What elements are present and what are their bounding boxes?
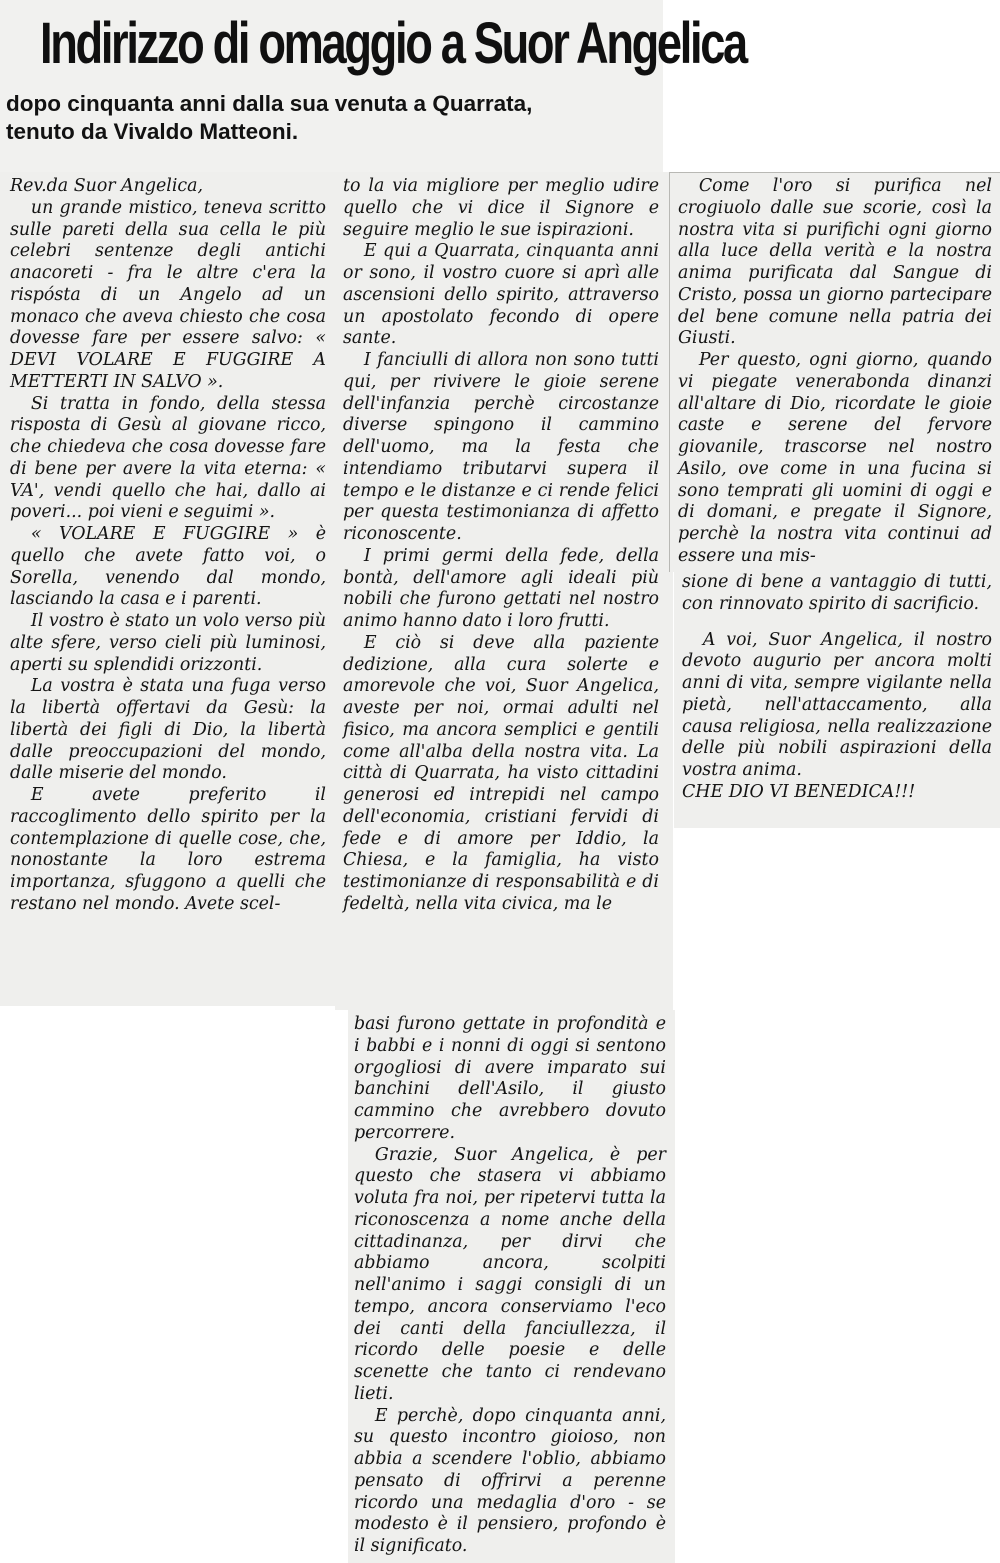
paragraph-continued: basi furono gettate in profondità e i babbi e i nonni di oggi si sentono orgogliosi di avere imparato sui banchini dell'Asilo, il giusto cammino che avrebbero dovuto percorrere. [354,1014,666,1143]
salutation: Rev.da Suor Angelica, [10,176,204,196]
subheadline-line-1: dopo cinquanta anni dalla sua venuta a Quarrata, [6,91,533,116]
closing-blessing: CHE DIO VI BENEDICA!!! [682,781,916,802]
paragraph: I fanciulli di allora non sono tutti qui, per rivivere le gioie serene dell'infanzia perchè circostanze diverse spingono il cammino dell'uomo, ma la festa che intendiamo tributarvi supera il tempo e le distanze e ci rende felici per questa testimonianza di affetto riconoscente. [343,350,659,544]
subheadline-line-2: tenuto da Vivaldo Matteoni. [6,119,299,144]
column-2-top [343,176,659,916]
column-1 [10,176,326,916]
paragraph: I primi germi della fede, della bontà, dell'amore agli ideali più nobili che furono gettati nel nostro animo hanno dato i loro frutti. [343,545,659,631]
column-2-bottom [354,1014,666,1558]
paragraph: Grazie, Suor Angelica, è per questo che stasera vi abbiamo voluta fra noi, per ripetervi tutta la riconoscenza a nome anche della cittadinanza, per dirvi che abbiamo ancora, scolpiti nell'animo i saggi consigli di un tempo, ancora conserviamo l'eco dei canti della fanciullezza, il ricordo delle poesie e delle scenette che tanto ci rendevano lieti. [354,1144,666,1404]
paragraph: E ciò si deve alla paziente dedizione, alla cura solerte e amorevole che voi, Suor Angelica, aveste per noi, ormai adulti nel fisico, ma ancora semplici e gentili come all'alba della nostra vita. La città di Quarrata, ha visto cittadini generosi ed intrepidi nel campo dell'economia, cristiani fervidi di fede e di amore per Iddio, la Chiesa, e la famiglia, ha visto testimonianze di responsabilità e di fedeltà, nella vita civica, ma le [343,632,659,914]
paragraph-continued: sione di bene a vantaggio di tutti, con rinnovato spirito di sacrificio. [682,572,992,614]
column-3-bottom [682,572,992,804]
paragraph: Per questo, ogni giorno, quando vi piegate venerabonda dinanzi all'altare di Dio, ricordate le gioie caste e serene del fervore giovanile, trascorse nel nostro Asilo, ove come in una fucina si sono temprati gli uomini di oggi e di domani, e pregate il Signore, perchè la nostra vita continui ad essere una mis- [678,350,992,566]
paragraph: A voi, Suor Angelica, il nostro devoto augurio per ancora molti anni di vita, sempre vigilante nella pietà, nell'attaccamento, alla causa religiosa, nella realizzazione delle più nobili aspirazioni della vostra anima. [682,629,992,780]
paragraph: La vostra è stata una fuga verso la libertà offertavi da Gesù: la libertà dei figli di Dio, la libertà dalle preoccupazioni del mondo, dalle miserie del mondo. [10,676,326,784]
paragraph: Si tratta in fondo, della stessa risposta di Gesù al giovane ricco, che chiedeva che cosa dovesse fare di bene per avere la vita eterna: « VA', vendi quello che hai, dallo ai poveri... poi vieni e seguimi ». [10,393,326,523]
header-clipping [0,0,746,178]
paragraph: un grande mistico, teneva scritto sulle pareti della sua cella le più celebri sentenze degli antichi anacoreti - fra le altre c'era la rispósta di un Angelo ad un monaco che aveva chiesto che cosa dovesse fare per essere salvo: « DEVI VOLARE E FUGGIRE A METTERTI IN SALVO ». [10,197,326,392]
paragraph: Il vostro è stato un volo verso più alte sfere, verso cieli più luminosi, aperti su splendidi orizzonti. [10,611,326,675]
subheadline [6,90,646,146]
paragraph: E qui a Quarrata, cinquanta anni or sono, il vostro cuore si aprì alle ascensioni dello spirito, attraverso un apostolato fecondo di opere sante. [343,241,659,349]
paragraph: « VOLARE E FUGGIRE » è quello che avete fatto voi, o Sorella, venendo dal mondo, lasciando la casa e i parenti. [10,524,326,610]
headline: Indirizzo di omaggio a Suor Angelica [40,11,746,76]
paragraph: Come l'oro si purifica nel crogiuolo dalle sue scorie, così la nostra vita si purifichi ogni giorno alla luce della verità e la nostra anima purificata dal Sangue di Cristo, possa un giorno partecipare del bene comune nella patria dei Giusti. [678,176,992,349]
paragraph: E perchè, dopo cinquanta anni, su questo incontro gioioso, non abbia a scendere l'oblio, abbiamo pensato di offrirvi a perenne ricordo una medaglia d'oro - se modesto è il pensiero, profondo è il significato. [354,1405,666,1556]
paragraph: E avete preferito il raccoglimento dello spirito per la contemplazione di quelle cose, che, nonostante la loro estrema importanza, sfuggono a quelli che restano nel mondo. Avete scel- [10,785,326,914]
paragraph-continued: to la via migliore per meglio udire quello che vi dice il Signore e seguire meglio le sue ispirazioni. [343,176,659,240]
column-3-top [678,176,992,568]
